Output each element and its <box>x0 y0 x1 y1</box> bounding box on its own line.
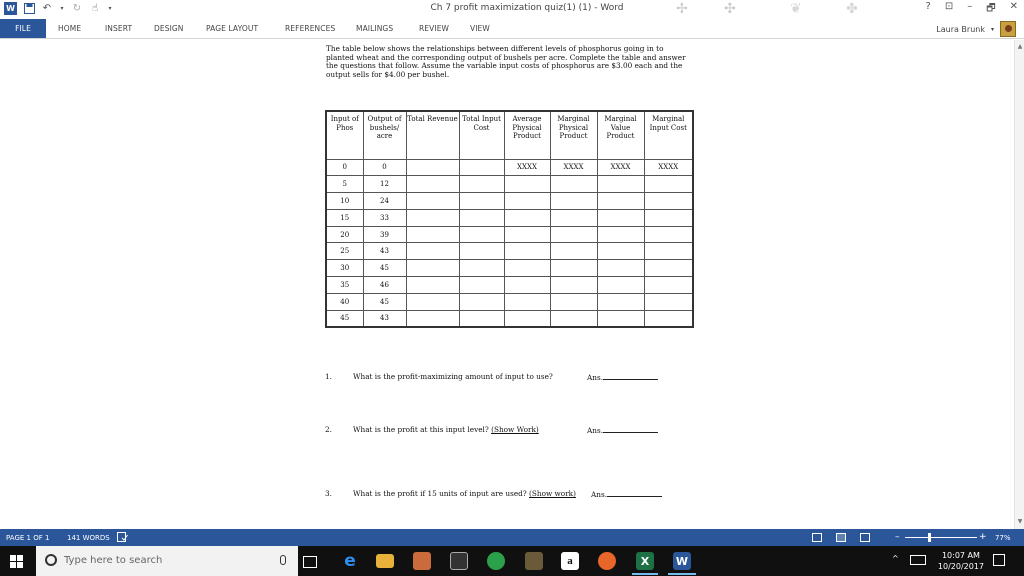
table-cell[interactable] <box>504 260 550 277</box>
table-row <box>326 293 693 310</box>
question-number: 3. <box>325 489 332 498</box>
user-account[interactable] <box>936 21 1016 37</box>
table-cell[interactable] <box>459 243 504 260</box>
question-text-main: What is the profit at this input level? <box>353 425 492 434</box>
user-menu-caret-icon: ▾ <box>990 25 994 33</box>
column-header-total-input-cost <box>459 111 504 159</box>
table-cell: 0 <box>326 159 363 176</box>
table-cell: 43 <box>363 310 406 327</box>
table-cell[interactable] <box>550 226 597 243</box>
taskbar-search[interactable] <box>36 546 298 576</box>
word-app-icon[interactable]: W <box>4 2 17 15</box>
table-cell[interactable] <box>504 209 550 226</box>
table-cell: 12 <box>363 176 406 193</box>
table-row <box>326 193 693 210</box>
column-header-marginal-physical-product <box>550 111 597 159</box>
question-number: 1. <box>325 372 332 381</box>
cortana-icon <box>45 554 57 566</box>
table-cell: 35 <box>326 277 363 294</box>
clock-time: 10:07 AM <box>941 551 980 560</box>
window-controls <box>926 1 1018 18</box>
answer-field[interactable] <box>591 489 662 499</box>
column-header-marginal-value-product <box>597 111 644 159</box>
question-text <box>353 425 539 434</box>
vertical-scrollbar[interactable] <box>1014 40 1024 529</box>
answer-label: Ans. <box>587 426 604 435</box>
ribbon-display-options-button[interactable]: ⊡ <box>944 1 954 12</box>
table-cell[interactable] <box>644 226 693 243</box>
paint-app-icon[interactable] <box>413 552 431 570</box>
table-cell[interactable] <box>644 176 693 193</box>
clock-date: 10/20/2017 <box>937 562 984 571</box>
answer-field[interactable] <box>587 425 658 435</box>
table-cell[interactable] <box>644 209 693 226</box>
help-button[interactable]: ? <box>925 1 931 12</box>
table-cell[interactable] <box>597 277 644 294</box>
answer-blank[interactable] <box>603 425 658 433</box>
title-bar <box>0 0 1024 19</box>
scroll-down-icon[interactable]: ▼ <box>1017 518 1023 525</box>
table-cell: 24 <box>363 193 406 210</box>
answer-blank[interactable] <box>607 489 662 497</box>
question-number: 2. <box>325 425 332 434</box>
tab-insert[interactable]: INSERT <box>105 24 133 33</box>
table-cell[interactable] <box>597 243 644 260</box>
table-row <box>326 226 693 243</box>
search-placeholder: Type here to search <box>64 555 163 566</box>
chrome-icon[interactable] <box>487 552 505 570</box>
table-body <box>326 159 693 327</box>
customize-toolbar-icon[interactable]: ▾ <box>108 4 112 12</box>
answer-label: Ans. <box>591 490 608 499</box>
zoom-slider[interactable] <box>905 537 977 538</box>
edge-browser-icon[interactable]: e <box>344 551 356 571</box>
table-cell: 39 <box>363 226 406 243</box>
table-row <box>326 310 693 327</box>
document-area <box>0 40 1014 529</box>
column-header-output <box>363 111 406 159</box>
table-cell: XXXX <box>597 159 644 176</box>
restore-button[interactable]: 🗗 <box>986 3 996 14</box>
word-count[interactable]: 141 WORDS <box>67 534 110 542</box>
undo-icon[interactable]: ↶ <box>42 2 52 14</box>
table-cell[interactable] <box>459 260 504 277</box>
decorative-leaf-icon: ✤ <box>846 1 858 17</box>
table-cell: 10 <box>326 193 363 210</box>
table-cell[interactable] <box>550 193 597 210</box>
proofing-icon[interactable] <box>117 532 128 544</box>
table-cell[interactable] <box>504 176 550 193</box>
column-header-marginal-input-cost <box>644 111 693 159</box>
firefox-icon[interactable] <box>598 552 616 570</box>
show-work-note: (Show work) <box>529 489 576 498</box>
table-cell: XXXX <box>644 159 693 176</box>
table-cell[interactable] <box>459 310 504 327</box>
table-cell[interactable] <box>406 293 459 310</box>
table-cell[interactable] <box>550 310 597 327</box>
table-cell[interactable] <box>459 193 504 210</box>
table-cell[interactable] <box>644 260 693 277</box>
table-cell: 25 <box>326 243 363 260</box>
touch-mode-icon[interactable]: ☝ <box>91 2 99 14</box>
store-icon[interactable] <box>450 552 468 570</box>
table-cell[interactable] <box>550 260 597 277</box>
table-cell[interactable] <box>504 226 550 243</box>
table-cell[interactable] <box>504 193 550 210</box>
keyboard-icon[interactable] <box>910 555 926 565</box>
table-cell: 45 <box>363 260 406 277</box>
table-cell: 0 <box>363 159 406 176</box>
header-text: Marginal Input Cost <box>649 115 687 132</box>
table-cell[interactable] <box>644 277 693 294</box>
table-cell[interactable] <box>550 243 597 260</box>
close-button[interactable]: ✕ <box>1009 1 1018 12</box>
excel-icon[interactable]: X <box>636 552 654 570</box>
table-cell[interactable] <box>597 209 644 226</box>
status-bar <box>0 529 1024 546</box>
table-cell[interactable] <box>459 159 504 176</box>
question-text <box>353 372 553 381</box>
tab-page-layout[interactable]: PAGE LAYOUT <box>206 24 259 33</box>
app-icon[interactable] <box>525 552 543 570</box>
table-row <box>326 176 693 193</box>
decorative-leaf-icon: ✣ <box>724 1 736 17</box>
tray-overflow-caret-icon[interactable]: ^ <box>892 554 899 563</box>
header-text: Average Physical Product <box>512 115 542 141</box>
table-cell[interactable] <box>597 293 644 310</box>
question-text-main: What is the profit-maximizing amount of input to use? <box>353 372 553 381</box>
table-row <box>326 243 693 260</box>
table-cell[interactable] <box>504 293 550 310</box>
windows-taskbar <box>0 546 1024 576</box>
page-count[interactable]: PAGE 1 OF 1 <box>6 534 50 542</box>
table-cell[interactable] <box>406 176 459 193</box>
table-cell[interactable] <box>597 260 644 277</box>
table-cell[interactable] <box>406 277 459 294</box>
ribbon-tabs <box>0 19 1024 39</box>
table-cell: 30 <box>326 260 363 277</box>
table-cell: 15 <box>326 209 363 226</box>
header-text: Marginal Value Product <box>604 115 637 141</box>
tab-design[interactable]: DESIGN <box>154 24 184 33</box>
microphone-icon[interactable] <box>280 555 286 565</box>
table-cell[interactable] <box>459 277 504 294</box>
question-text-main: What is the profit if 15 units of input are used? <box>353 489 530 498</box>
table-cell: 40 <box>326 293 363 310</box>
tab-view[interactable]: VIEW <box>470 24 490 33</box>
header-text: Input of Phos <box>330 115 359 132</box>
table-cell[interactable] <box>597 193 644 210</box>
tab-home[interactable]: HOME <box>58 24 82 33</box>
table-cell[interactable] <box>550 176 597 193</box>
answer-field[interactable] <box>587 372 658 382</box>
table-cell: 43 <box>363 243 406 260</box>
tab-file[interactable]: FILE <box>0 19 46 38</box>
show-work-note: (Show Work) <box>491 425 539 434</box>
table-cell[interactable] <box>459 226 504 243</box>
table-cell[interactable] <box>504 243 550 260</box>
table-cell: 45 <box>326 310 363 327</box>
answer-blank[interactable] <box>603 372 658 380</box>
task-view-icon[interactable] <box>303 556 317 568</box>
table-row <box>326 209 693 226</box>
table-cell: XXXX <box>504 159 550 176</box>
table-cell[interactable] <box>550 277 597 294</box>
table-cell[interactable] <box>406 193 459 210</box>
table-row <box>326 277 693 294</box>
table-cell[interactable] <box>406 226 459 243</box>
zoom-out-button[interactable]: – <box>895 532 900 542</box>
tab-mailings[interactable]: MAILINGS <box>356 24 394 33</box>
table-cell[interactable] <box>550 293 597 310</box>
avatar[interactable] <box>1000 21 1016 37</box>
table-row <box>326 260 693 277</box>
table-cell: XXXX <box>550 159 597 176</box>
table-cell: 20 <box>326 226 363 243</box>
word-running-indicator <box>668 573 696 575</box>
table-cell[interactable] <box>406 209 459 226</box>
word-icon[interactable]: W <box>673 552 691 570</box>
scroll-up-icon[interactable]: ▲ <box>1017 43 1023 50</box>
intro-paragraph: The table below shows the relationships between different levels of phosphorus going in to planted wheat and the corresponding output of bushels per acre. Complete the table and answer the questions that follow. Assume the variable input costs of phosphorus are $3.00 each and the output sells for $4.00 per bushel. <box>326 44 686 79</box>
user-name: Laura Brunk <box>936 24 985 34</box>
table-cell[interactable] <box>459 293 504 310</box>
zoom-slider-thumb[interactable] <box>928 533 931 542</box>
table-cell[interactable] <box>644 310 693 327</box>
table-cell: 5 <box>326 176 363 193</box>
web-layout-icon[interactable] <box>860 533 870 542</box>
table-cell[interactable] <box>504 310 550 327</box>
table-cell: 45 <box>363 293 406 310</box>
action-center-icon[interactable] <box>993 554 1005 566</box>
zoom-level[interactable]: 77% <box>995 534 1011 542</box>
header-text: Total Revenue <box>407 115 458 123</box>
table-cell[interactable] <box>406 159 459 176</box>
column-header-input <box>326 111 363 159</box>
windows-start-icon[interactable] <box>10 555 23 568</box>
table-cell[interactable] <box>406 260 459 277</box>
answer-label: Ans. <box>587 373 604 382</box>
table-cell[interactable] <box>406 243 459 260</box>
minimize-button[interactable]: – <box>967 1 973 12</box>
table-cell[interactable] <box>597 176 644 193</box>
excel-running-indicator <box>632 573 658 575</box>
table-cell[interactable] <box>459 176 504 193</box>
amazon-icon[interactable]: a <box>561 552 579 570</box>
taskbar-clock[interactable] <box>938 550 984 572</box>
decorative-leaf-icon: ❦ <box>790 1 802 17</box>
table-row <box>326 159 693 176</box>
header-text: Total Input Cost <box>462 115 501 132</box>
column-header-total-revenue <box>406 111 459 159</box>
table-cell: 46 <box>363 277 406 294</box>
table-cell[interactable] <box>597 226 644 243</box>
table-cell[interactable] <box>550 209 597 226</box>
read-mode-icon[interactable] <box>812 533 822 542</box>
redo-icon[interactable]: ↻ <box>72 2 82 14</box>
phosphorus-table <box>325 110 694 328</box>
table-cell[interactable] <box>644 193 693 210</box>
table-cell[interactable] <box>644 243 693 260</box>
tab-review[interactable]: REVIEW <box>419 24 450 33</box>
tab-references[interactable]: REFERENCES <box>285 24 336 33</box>
document-title-text: Ch 7 profit maximization quiz(1) (1) - Word <box>430 3 624 13</box>
table-header-row <box>326 111 693 159</box>
decorative-leaf-icon: ✢ <box>676 1 688 17</box>
table-cell[interactable] <box>597 310 644 327</box>
zoom-in-button[interactable]: + <box>979 532 987 542</box>
table-cell: 33 <box>363 209 406 226</box>
header-text: Marginal Physical Product <box>557 115 590 141</box>
table-cell[interactable] <box>504 277 550 294</box>
document-title <box>0 3 1024 13</box>
header-text: Output of bushels/ acre <box>367 115 402 141</box>
table-cell[interactable] <box>459 209 504 226</box>
column-header-average-physical-product <box>504 111 550 159</box>
print-layout-icon[interactable] <box>836 533 846 542</box>
file-explorer-icon[interactable] <box>376 554 394 568</box>
table-cell[interactable] <box>406 310 459 327</box>
table-cell[interactable] <box>644 293 693 310</box>
question-text <box>353 489 576 498</box>
undo-dropdown-icon[interactable]: ▾ <box>60 4 64 12</box>
